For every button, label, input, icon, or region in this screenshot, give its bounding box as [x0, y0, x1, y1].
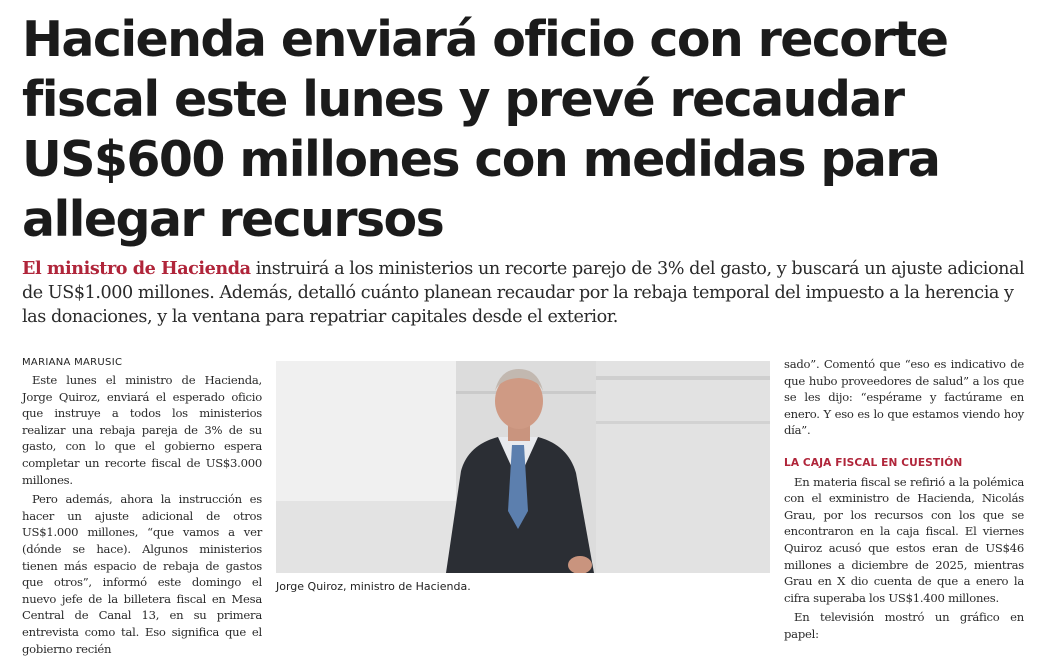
headline: Hacienda enviará oficio con recorte fiscal este lunes y prevé recaudar US$600 millones con medidas para allegar recursos	[22, 11, 948, 248]
paragraph: Pero además, ahora la instrucción es hacer un ajuste adicional de otros US$1.000 millones, “que vamos a ver (dónde se hace). Algunos ministerios tienen más espacio de rebaja de gastos que otros”, informó este domingo el nuevo jefe de la billetera fiscal en Mesa Central de Canal 13, en su primera entrevista como tal. Eso significa que el gobierno recién	[22, 492, 262, 656]
deck-lead: El ministro de Hacienda	[22, 258, 251, 279]
paragraph: sado”. Comentó que “eso es indicativo de que hubo proveedores de salud” a los que se les dijo: “espérame y factúrame en enero. Y eso es lo que estamos viendo hoy día”.	[784, 357, 1024, 438]
photo	[276, 361, 770, 573]
paragraph: En materia fiscal se refirió a la polémica con el exministro de Hacienda, Nicolás Grau, por los recursos con los que se encontraron en la caja fiscal. El viernes Quiroz acusó que estos eran de US$46 millones a diciembre de 2025, mientras Grau en X dio cuenta de que a enero la cifra superaba los US$1.400 millones.	[784, 474, 1024, 605]
byline: MARIANA MARUSIC	[22, 357, 123, 368]
deck	[22, 257, 1027, 329]
paragraph: En televisión mostró un gráfico en papel:	[784, 610, 1024, 641]
deck-text: instruirá a los ministerios un recorte parejo de 3% del gasto, y buscará un ajuste adicional de US$1.000 millones. Además, detalló cuánto planean recaudar por la rebaja temporal del impuesto a la herencia y las donaciones, y la ventana para repatriar capitales desde el exterior.	[22, 259, 1025, 327]
photo-illustration	[276, 361, 770, 573]
photo-caption: Jorge Quiroz, ministro de Hacienda.	[276, 580, 471, 593]
column-1	[22, 372, 262, 660]
column-3	[784, 356, 1024, 646]
subhead: LA CAJA FISCAL EN CUESTIÓN	[784, 456, 963, 469]
paragraph: Este lunes el ministro de Hacienda, Jorge Quiroz, enviará el esperado oficio que instruye a todos los ministerios realizar una rebaja pareja de 3% de su gasto, con lo que el gobierno espera completar un recorte fiscal de US$3.000 millones.	[22, 373, 262, 487]
